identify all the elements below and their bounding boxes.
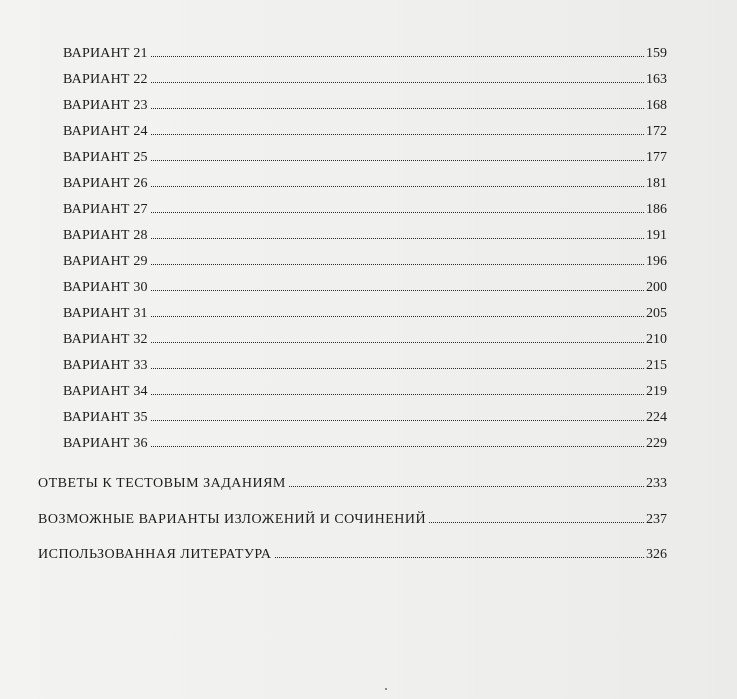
dot-leader — [289, 485, 644, 487]
toc-entry[interactable] — [63, 383, 667, 401]
toc-entry-page: 200 — [646, 280, 667, 295]
toc-entry[interactable] — [63, 123, 667, 141]
dot-leader — [275, 556, 645, 558]
toc-entry-page: 168 — [646, 98, 667, 113]
toc-entry-page: 159 — [646, 46, 667, 61]
toc-entry-label: ВАРИАНТ 21 — [63, 46, 148, 61]
toc-entry[interactable] — [63, 253, 667, 271]
toc-entry-label: ВАРИАНТ 22 — [63, 72, 148, 87]
toc-entry-label: ВАРИАНТ 31 — [63, 306, 148, 321]
dot-leader — [151, 341, 644, 343]
toc-entry-label: ВАРИАНТ 23 — [63, 98, 148, 113]
toc-entry[interactable] — [63, 149, 667, 167]
toc-entry[interactable] — [63, 227, 667, 245]
dot-leader — [151, 159, 644, 161]
toc-entry[interactable] — [63, 435, 667, 453]
toc-entry-page: 196 — [646, 254, 667, 269]
toc-entry-label: ВАРИАНТ 25 — [63, 150, 148, 165]
toc-entry[interactable] — [63, 175, 667, 193]
toc-entry[interactable] — [63, 409, 667, 427]
toc-entry[interactable] — [63, 331, 667, 349]
toc-entry-page: 229 — [646, 436, 667, 451]
toc-entry-page: 205 — [646, 306, 667, 321]
toc-entry-page: 177 — [646, 150, 667, 165]
toc-section-page: 233 — [646, 476, 667, 491]
toc-section-page: 326 — [646, 547, 667, 562]
dot-leader — [151, 211, 644, 213]
toc-entry-label: ВАРИАНТ 29 — [63, 254, 148, 269]
toc-section-label: ВОЗМОЖНЫЕ ВАРИАНТЫ ИЗЛОЖЕНИЙ И СОЧИНЕНИЙ — [38, 512, 427, 527]
toc-entry-label: ВАРИАНТ 33 — [63, 358, 148, 373]
toc-entry[interactable] — [63, 305, 667, 323]
toc-entry-label: ВАРИАНТ 28 — [63, 228, 148, 243]
dot-leader — [151, 55, 644, 57]
dot-leader — [151, 289, 644, 291]
toc-entry[interactable] — [63, 357, 667, 375]
toc-entry-page: 191 — [646, 228, 667, 243]
dot-leader — [151, 107, 644, 109]
toc-entry-label: ВАРИАНТ 35 — [63, 410, 148, 425]
dot-leader — [151, 367, 644, 369]
toc-section-page: 237 — [646, 512, 667, 527]
toc-entry-label: ВАРИАНТ 27 — [63, 202, 148, 217]
page-speck-decoration — [385, 688, 387, 690]
toc-section-entry[interactable] — [38, 546, 667, 564]
dot-leader — [151, 133, 644, 135]
toc-entry-page: 219 — [646, 384, 667, 399]
toc-entry[interactable] — [63, 279, 667, 297]
toc-section-entry[interactable] — [38, 475, 667, 493]
toc-entry-label: ВАРИАНТ 24 — [63, 124, 148, 139]
dot-leader — [151, 263, 644, 265]
toc-section-label: ИСПОЛЬЗОВАННАЯ ЛИТЕРАТУРА — [38, 547, 272, 562]
toc-entry[interactable] — [63, 45, 667, 63]
toc-entry-page: 210 — [646, 332, 667, 347]
dot-leader — [151, 185, 644, 187]
toc-entry-page: 215 — [646, 358, 667, 373]
toc-entry-label: ВАРИАНТ 36 — [63, 436, 148, 451]
dot-leader — [429, 521, 644, 523]
toc-entry[interactable] — [63, 201, 667, 219]
toc-entry-label: ВАРИАНТ 32 — [63, 332, 148, 347]
toc-entry-label: ВАРИАНТ 30 — [63, 280, 148, 295]
dot-leader — [151, 315, 644, 317]
toc-entry[interactable] — [63, 71, 667, 89]
toc-entry-page: 186 — [646, 202, 667, 217]
dot-leader — [151, 419, 644, 421]
toc-section-entry[interactable] — [38, 511, 667, 529]
toc-section-label: ОТВЕТЫ К ТЕСТОВЫМ ЗАДАНИЯМ — [38, 476, 286, 491]
toc-entry[interactable] — [63, 97, 667, 115]
toc-entry-label: ВАРИАНТ 26 — [63, 176, 148, 191]
dot-leader — [151, 237, 644, 239]
toc-entry-page: 163 — [646, 72, 667, 87]
toc-entry-label: ВАРИАНТ 34 — [63, 384, 148, 399]
dot-leader — [151, 81, 644, 83]
dot-leader — [151, 393, 644, 395]
dot-leader — [151, 445, 644, 447]
toc-entry-page: 224 — [646, 410, 667, 425]
toc-entry-page: 172 — [646, 124, 667, 139]
toc-entry-page: 181 — [646, 176, 667, 191]
